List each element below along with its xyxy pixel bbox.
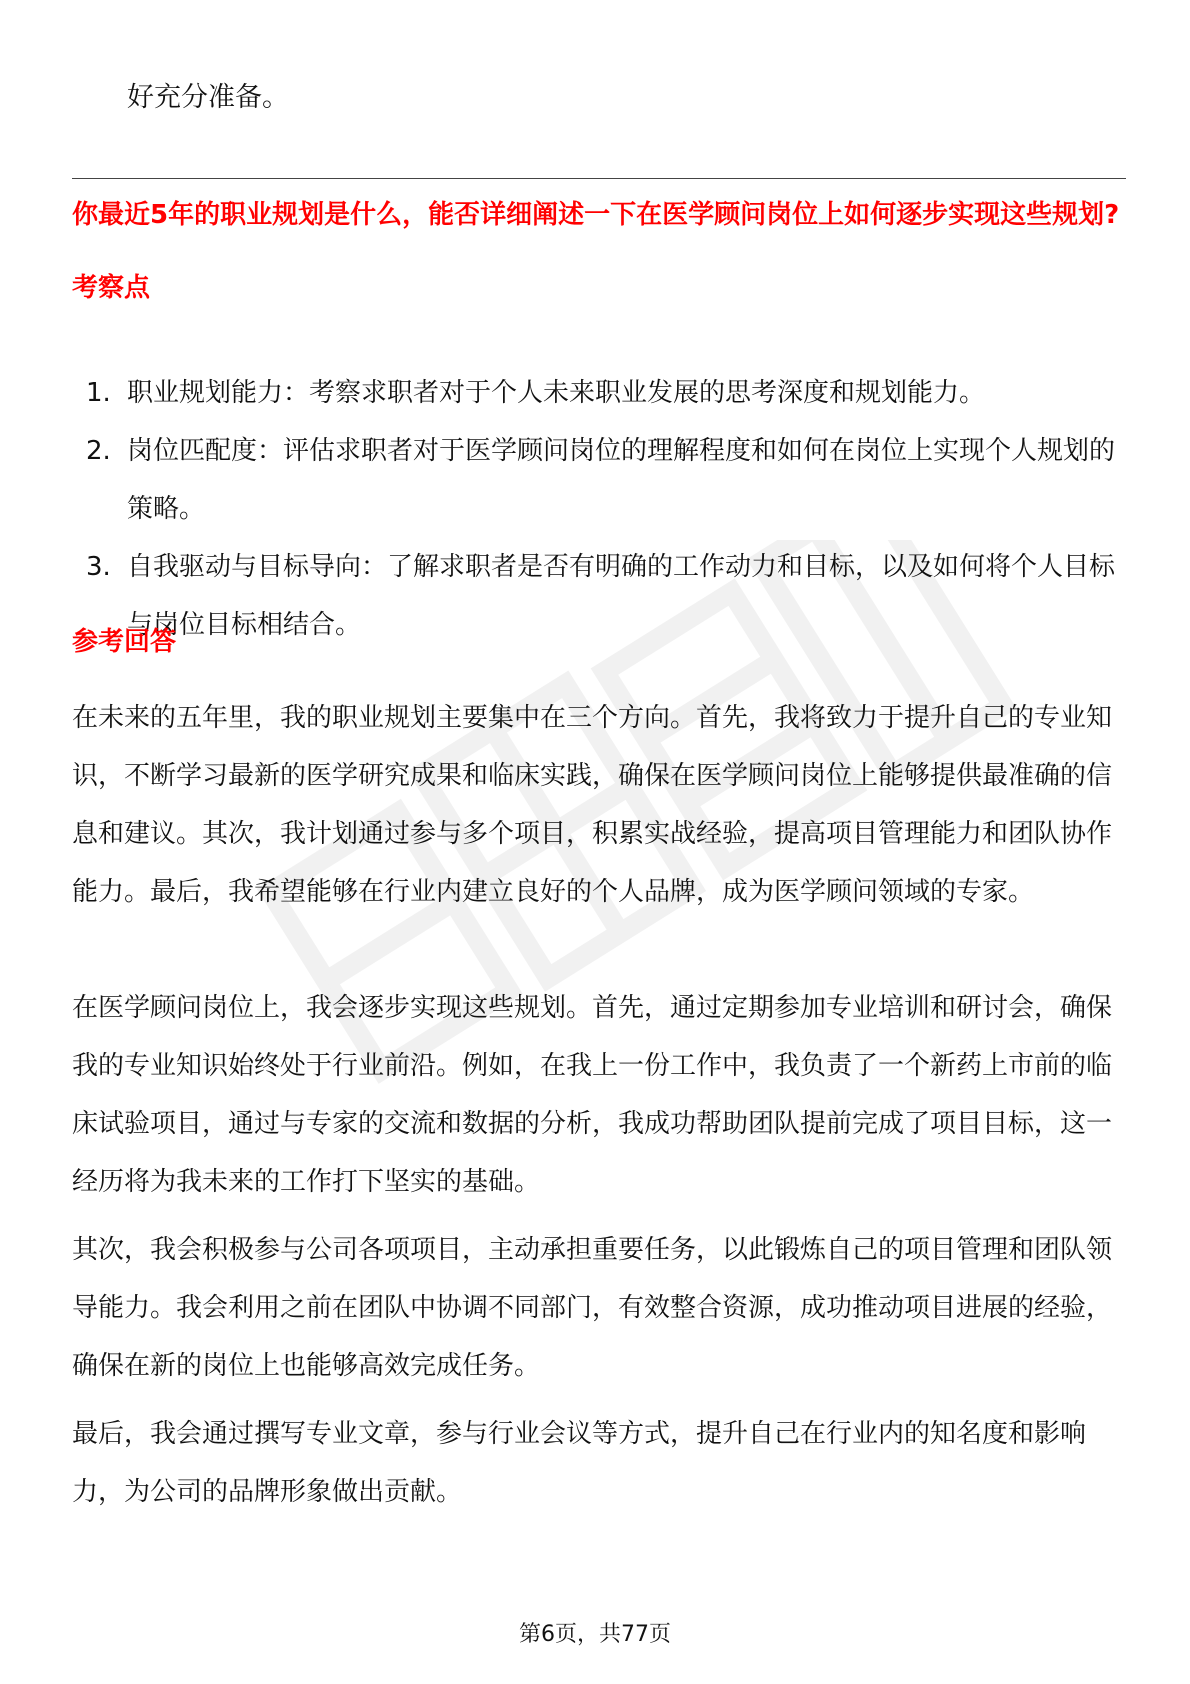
answer-paragraph: 在未来的五年里，我的职业规划主要集中在三个方向。首先，我将致力于提升自己的专业知识，不断学习最新的医学研究成果和临床实践，确保在医学顾问岗位上能够提供最准确的信息和建议。其次，我计划通过参与多个项目，积累实战经验，提高项目管理能力和团队协作能力。最后，我希望能够在行业内建立良好的个人品牌，成为医学顾问领域的专家。 [72, 703, 1113, 907]
carry-over-text: 好充分准备。 [127, 82, 289, 113]
assessment-point [72, 364, 1132, 422]
interview-question: 你最近5年的职业规划是什么，能否详细阐述一下在医学顾问岗位上如何逐步实现这些规划? [72, 200, 1120, 230]
answer-heading: 参考回答 [72, 627, 177, 657]
assessment-point [72, 422, 1132, 538]
page-number-footer: 第6页，共77页 [519, 1622, 671, 1647]
point-text: 自我驱动与目标导向：了解求职者是否有明确的工作动力和目标，以及如何将个人目标与岗位目标相结合。 [127, 552, 1116, 640]
point-number: 3. [86, 552, 111, 582]
answer-paragraph: 其次，我会积极参与公司各项项目，主动承担重要任务，以此锻炼自己的项目管理和团队领导能力。我会利用之前在团队中协调不同部门，有效整合资源，成功推动项目进展的经验，确保在新的岗位上也能够高效完成任务。 [72, 1235, 1113, 1381]
assessment-point [72, 538, 1132, 654]
point-number: 2. [86, 436, 111, 466]
answer-paragraph: 在医学顾问岗位上，我会逐步实现这些规划。首先，通过定期参加专业培训和研讨会，确保我的专业知识始终处于行业前沿。例如，在我上一份工作中，我负责了一个新药上市前的临床试验项目，通过与专家的交流和数据的分析，我成功帮助团队提前完成了项目目标，这一经历将为我未来的工作打下坚实的基础。 [72, 993, 1113, 1197]
assessment-points-list [72, 364, 1132, 654]
answer-paragraph: 最后，我会通过撰写专业文章，参与行业会议等方式，提升自己在行业内的知名度和影响力，为公司的品牌形象做出贡献。 [72, 1419, 1087, 1507]
assessment-heading: 考察点 [72, 273, 151, 303]
point-text: 岗位匹配度：评估求职者对于医学顾问岗位的理解程度和如何在岗位上实现个人规划的策略。 [127, 436, 1116, 524]
section-divider [72, 178, 1126, 179]
point-number: 1. [86, 378, 111, 408]
point-text: 职业规划能力：考察求职者对于个人未来职业发展的思考深度和规划能力。 [127, 378, 986, 408]
